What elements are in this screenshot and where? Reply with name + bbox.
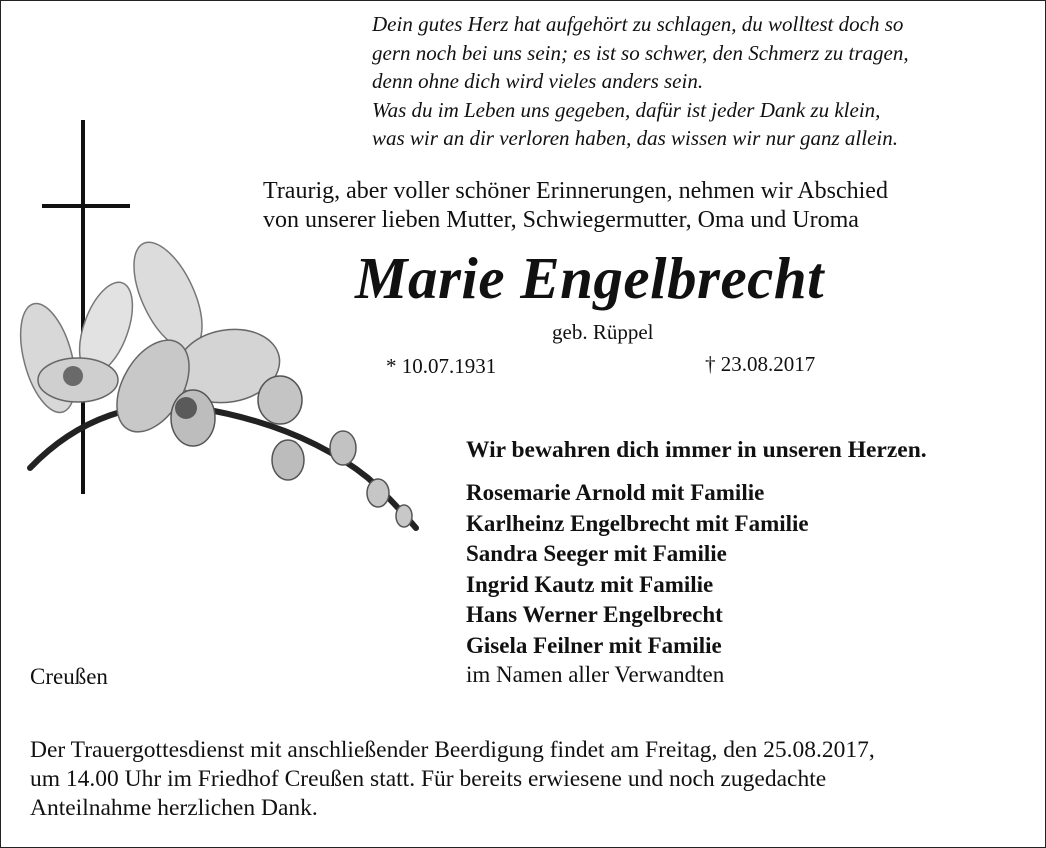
place-name: Creußen [30, 664, 108, 689]
service-line: um 14.00 Uhr im Friedhof Creußen statt. Für bereits erwiesene und noch zugedachte [30, 766, 827, 792]
mourner: Rosemarie Arnold mit Familie [466, 480, 765, 505]
service-line: Anteilnahme herzlichen Dank. [30, 795, 318, 821]
mourner: Sandra Seeger mit Familie [466, 541, 727, 566]
intro-line: von unserer lieben Mutter, Schwiegermutter, Oma und Uroma [263, 207, 859, 233]
intro-line: Traurig, aber voller schöner Erinnerungen, nehmen wir Abschied [263, 178, 888, 204]
mourner: Ingrid Kautz mit Familie [466, 571, 714, 597]
birth-date: * 10.07.1931 [386, 354, 497, 378]
mourners-list [466, 478, 809, 661]
poem-line: Was du im Leben uns gegeben, dafür ist jeder Dank zu klein, [372, 97, 881, 122]
poem [372, 10, 1032, 153]
poem-line: gern noch bei uns sein; es ist so schwer, den Schmerz zu tragen, [372, 40, 909, 65]
service-notice [30, 736, 875, 823]
poem-line: denn ohne dich wird vieles anders sein. [372, 69, 704, 93]
maiden-name: geb. Rüppel [552, 320, 654, 344]
service-line: Der Trauergottesdienst mit anschließender Beerdigung findet am Freitag, den 25.08.2017, [30, 737, 875, 763]
intro-text [263, 177, 888, 235]
mourner: Hans Werner Engelbrecht [466, 602, 723, 627]
closing-line: im Namen aller Verwandten [466, 662, 725, 687]
motto: Wir bewahren dich immer in unseren Herzen. [466, 437, 927, 463]
poem-line: Dein gutes Herz hat aufgehört zu schlagen, du wolltest doch so [372, 12, 904, 36]
deceased-name: Marie Engelbrecht [355, 245, 825, 311]
death-date: † 23.08.2017 [705, 352, 816, 376]
mourner: Gisela Feilner mit Familie [466, 632, 722, 658]
mourner: Karlheinz Engelbrecht mit Familie [466, 510, 809, 536]
poem-line: was wir an dir verloren haben, das wissen wir nur ganz allein. [372, 126, 898, 150]
